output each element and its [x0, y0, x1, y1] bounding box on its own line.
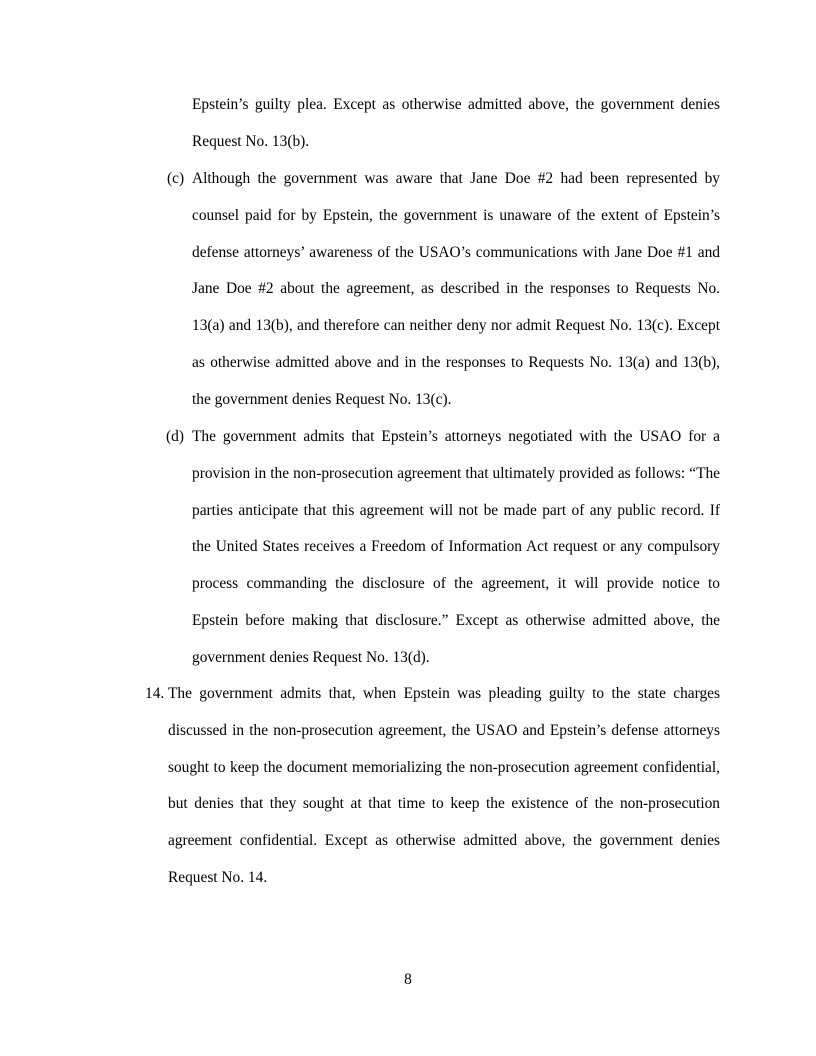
- paragraph-text: The government admits that, when Epstein was pleading guilty to the state charges discussed in the non-prosecution agreement, the USAO and Epstein’s defense attorneys sought to keep the document memorializing the non-prosecution agreement confidential, but denies that they sought at that time to keep the existence of the non-prosecution agreement confidential. Except as otherwise admitted above, the government denies Request No. 14.: [168, 685, 720, 886]
- paragraph-marker-14: 14.: [145, 685, 165, 702]
- paragraph-marker-13d: (d): [166, 428, 184, 445]
- paragraph-text: The government admits that Epstein’s attorneys negotiated with the USAO for a provision in the non-prosecution agreement that ultimately provided as follows: “The parties anticipate that this agreement will not be made part of any public record. If the United States receives a Freedom of Information Act request or any compulsory process commanding the disclosure of the agreement, it will provide notice to Epstein before making that disclosure.” Except as otherwise admitted above, the government denies Request No. 13(d).: [192, 428, 720, 666]
- page-number: 8: [404, 971, 412, 988]
- paragraph-13c: [192, 161, 720, 419]
- paragraph-marker-13c: (c): [167, 170, 185, 187]
- paragraph-14: [168, 676, 720, 897]
- paragraph-text: Although the government was aware that Jane Doe #2 had been represented by counsel paid for by Epstein, the government is unaware of the extent of Epstein’s defense attorneys’ awareness of the USAO’s communications with Jane Doe #1 and Jane Doe #2 about the agreement, as described in the responses to Requests No. 13(a) and 13(b), and therefore can neither deny nor admit Request No. 13(c). Except as otherwise admitted above and in the responses to Requests No. 13(a) and 13(b), the government denies Request No. 13(c).: [192, 170, 720, 408]
- paragraph-13d: [192, 419, 720, 677]
- paragraph-13b-continuation: [192, 87, 720, 161]
- paragraph-text: Epstein’s guilty plea. Except as otherwise admitted above, the government denies Request No. 13(b).: [192, 96, 720, 150]
